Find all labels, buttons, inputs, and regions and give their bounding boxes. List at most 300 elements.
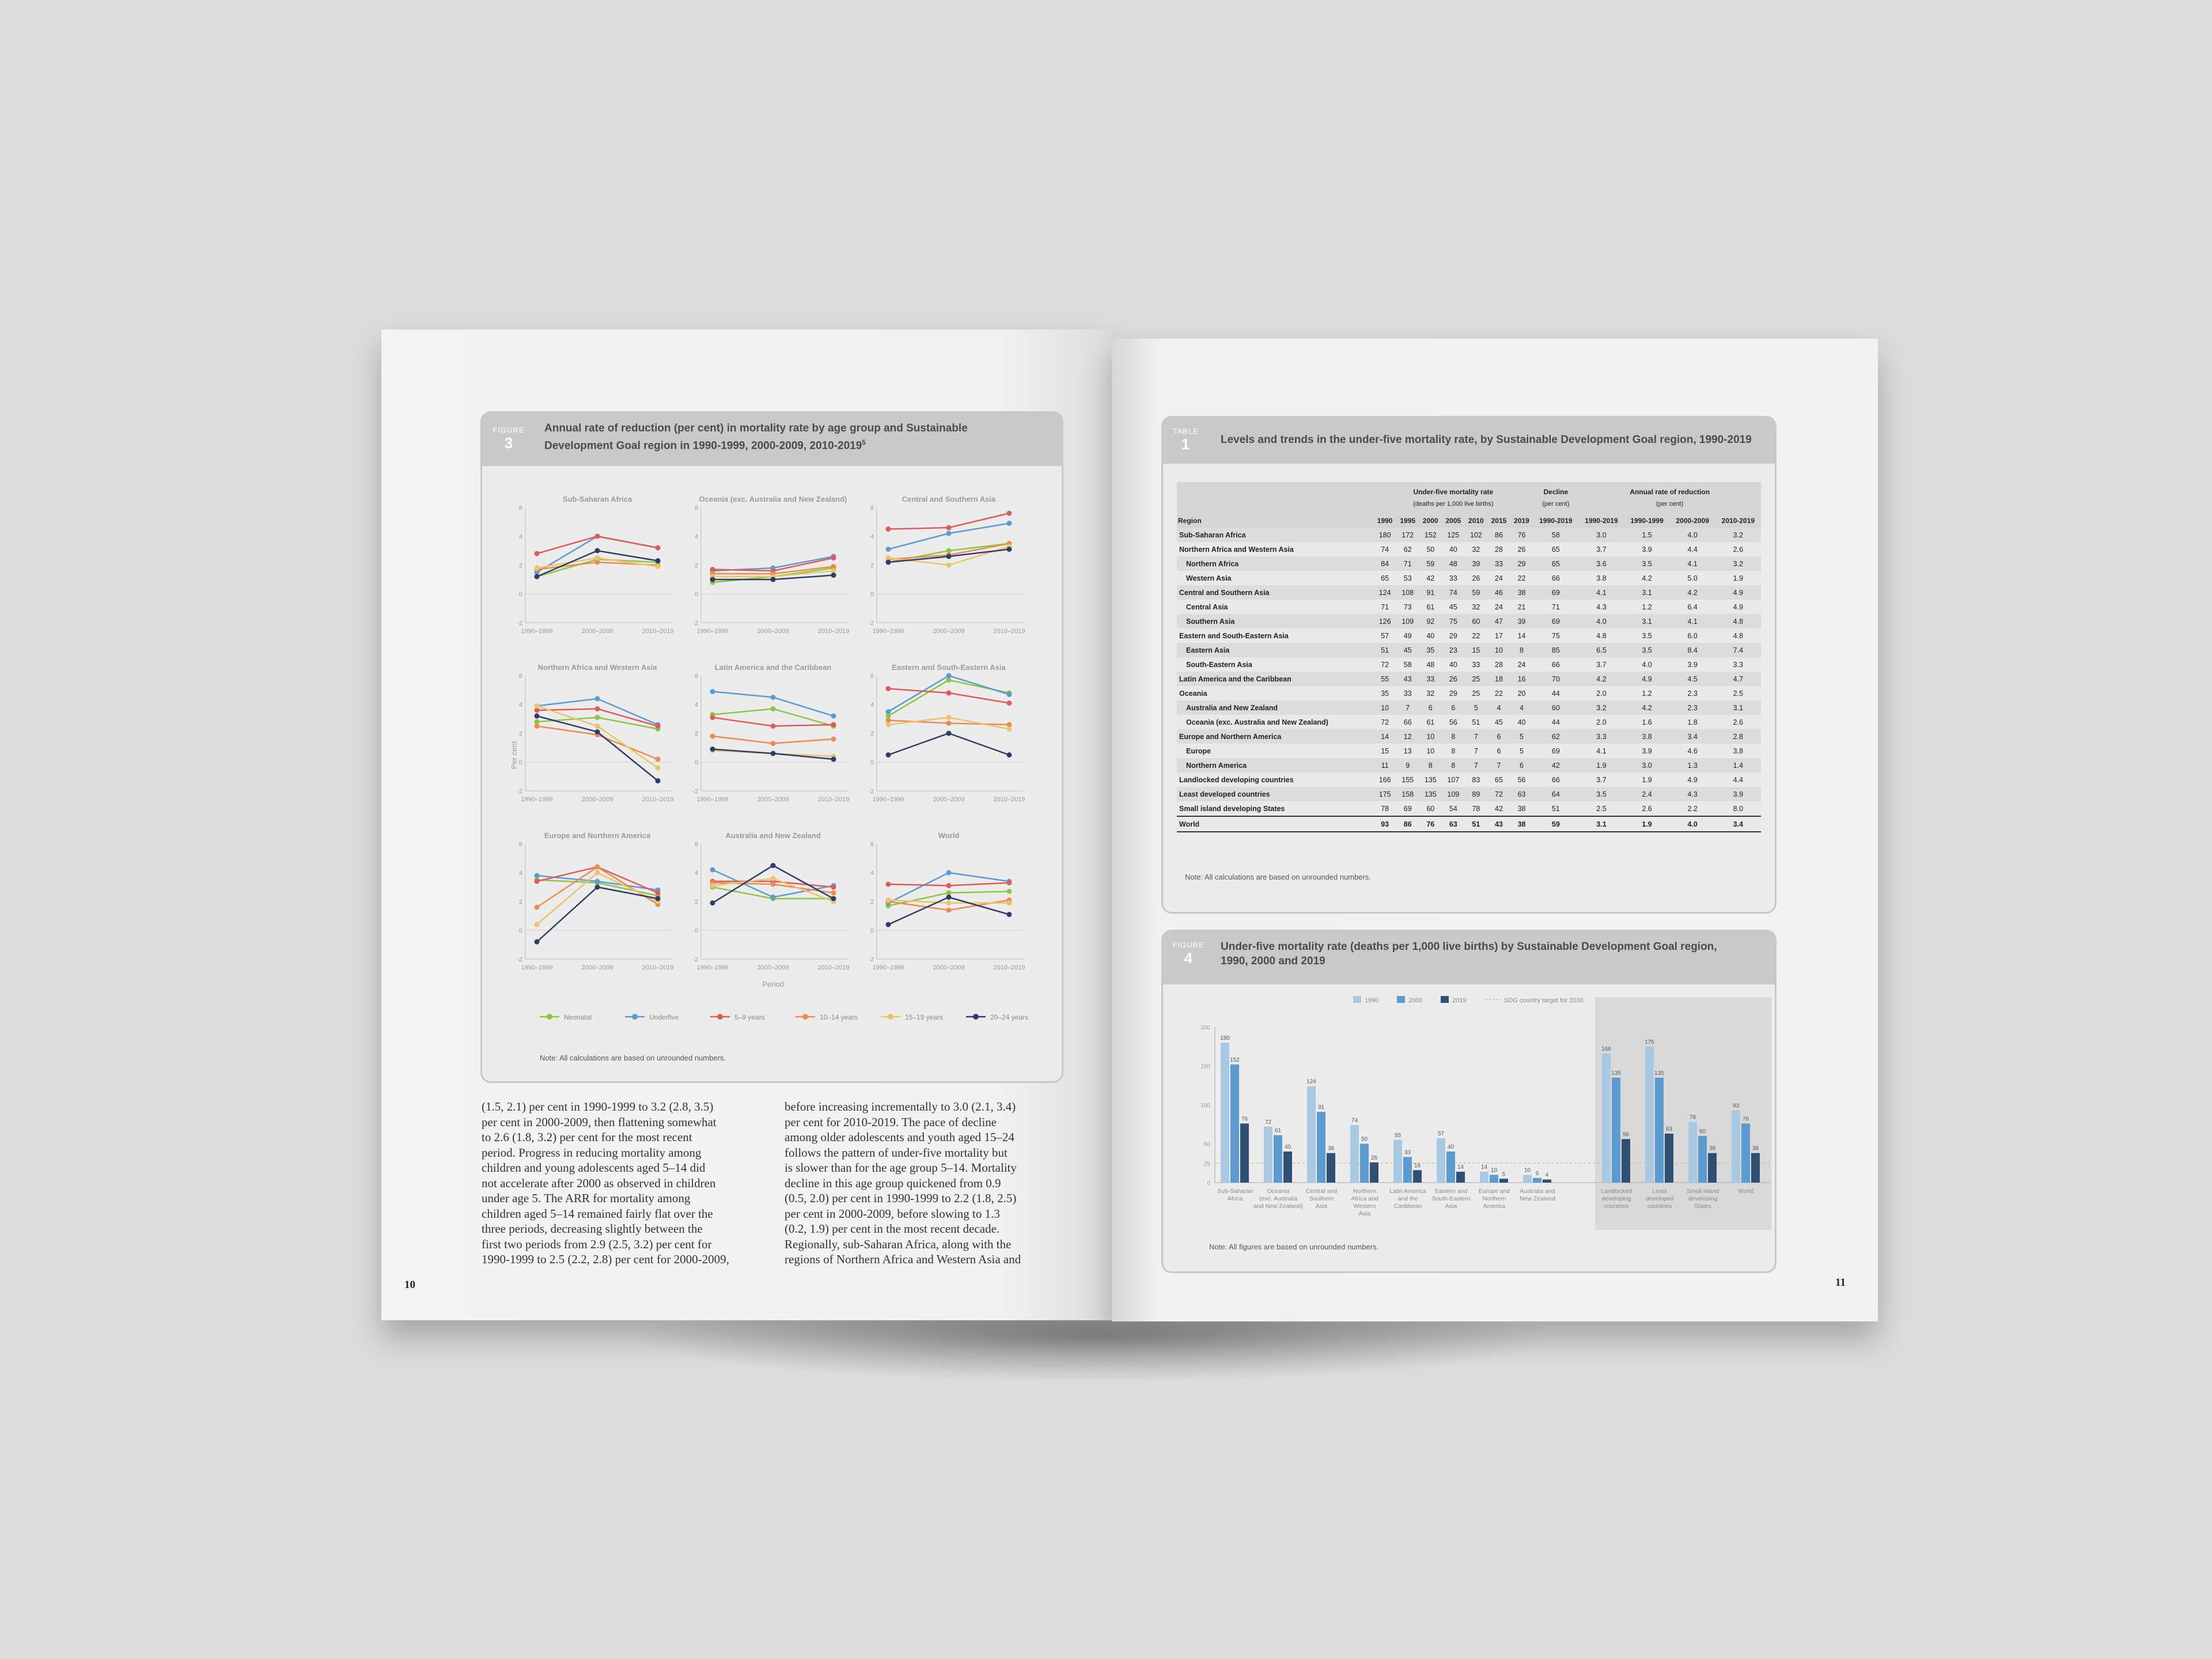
data-point xyxy=(771,741,776,746)
table-1-panel xyxy=(1161,416,1777,914)
category-label: Central and xyxy=(1305,1188,1338,1195)
bar xyxy=(1665,1134,1673,1183)
x-tick-label: 1990–1999 xyxy=(872,964,904,971)
legend-label: 20–24 years xyxy=(990,1013,1029,1021)
table-cell: 51 xyxy=(1551,804,1560,813)
bar-value-label: 72 xyxy=(1264,1119,1272,1126)
table-cell: 69 xyxy=(1533,614,1578,628)
table-cell: 3.3 xyxy=(1578,729,1624,744)
table-cell: 69 xyxy=(1403,804,1412,813)
table-cell: 69 xyxy=(1551,747,1560,755)
data-point xyxy=(886,686,891,691)
body-line: decline in this age group quickened from 0.9 xyxy=(785,1176,1001,1190)
legend-swatch xyxy=(1397,996,1405,1003)
category-label: Australia and xyxy=(1520,1188,1555,1195)
table-cell: 4.8 xyxy=(1596,631,1607,640)
right-page xyxy=(1112,339,1878,1321)
data-point xyxy=(886,882,891,887)
data-point xyxy=(710,715,715,720)
y-axis-label: Per cent xyxy=(510,741,518,770)
data-point xyxy=(771,724,776,729)
table-cell: 21 xyxy=(1517,603,1526,611)
table-cell: 3.1 xyxy=(1715,700,1761,715)
table-cell: 7 xyxy=(1465,729,1488,744)
table-1-col-header: 1990-2019 xyxy=(1585,516,1618,525)
figure-4-chart xyxy=(1163,989,1771,1243)
table-cell: 33 xyxy=(1403,689,1412,698)
small-multiple-5 xyxy=(868,663,1025,803)
legend-label: Underfive xyxy=(649,1013,679,1021)
table-cell: 3.5 xyxy=(1624,643,1670,657)
table-cell: 62 xyxy=(1533,729,1578,744)
small-multiple-title: Latin America and the Caribbean xyxy=(714,663,832,672)
x-tick-label: 2000–2009 xyxy=(933,628,965,635)
table-cell: 3.5 xyxy=(1578,787,1624,801)
y-tick-label: 2 xyxy=(518,562,522,569)
table-cell: 75 xyxy=(1551,631,1560,640)
table-cell-region: Small island developing States xyxy=(1179,804,1285,813)
bar xyxy=(1499,1179,1508,1183)
bar-value-label: 40 xyxy=(1284,1144,1291,1150)
bar xyxy=(1602,1054,1611,1183)
table-cell: 32 xyxy=(1472,603,1480,611)
table-cell: 35 xyxy=(1419,643,1442,657)
table-cell: 35 xyxy=(1381,689,1389,698)
table-cell: 15 xyxy=(1381,747,1389,755)
bar-value-label: 63 xyxy=(1665,1126,1673,1132)
table-1-group-u5mr-sub: (deaths per 1,000 live births) xyxy=(1413,501,1494,507)
y-tick-label: 2 xyxy=(870,730,874,737)
table-cell: 65 xyxy=(1533,556,1578,571)
bar-value-label: 10 xyxy=(1524,1167,1531,1174)
figure-3-title-text: Annual rate of reduction (per cent) in mortality rate by age group and Sustainable Development Goal region in 1990-1999, 2000-2009, 2010-2019 xyxy=(544,422,968,452)
table-1-group-u5mr-label: Under-five mortality rate xyxy=(1413,488,1494,496)
table-cell: 70 xyxy=(1533,672,1578,686)
table-cell: 32 xyxy=(1472,545,1480,554)
bar-value-label: 175 xyxy=(1645,1039,1654,1046)
bar-value-label: 26 xyxy=(1370,1154,1378,1161)
table-cell: 4.9 xyxy=(1733,603,1744,611)
y-tick-label: 0 xyxy=(870,591,874,598)
table-cell: 46 xyxy=(1487,585,1510,600)
table-cell: 1.2 xyxy=(1642,603,1652,611)
bar-value-label: 124 xyxy=(1306,1078,1316,1085)
category-label: and New Zealand) xyxy=(1253,1203,1303,1210)
table-cell: 72 xyxy=(1381,660,1389,669)
table-cell: 1.9 xyxy=(1624,816,1670,832)
table-cell: 3.9 xyxy=(1687,660,1698,669)
category-label: Africa xyxy=(1227,1195,1243,1202)
bar xyxy=(1327,1153,1335,1183)
table-cell: 65 xyxy=(1551,545,1560,554)
table-cell: 2.5 xyxy=(1733,689,1744,698)
data-point xyxy=(535,703,540,709)
figure-4-title-line-1: Under-five mortality rate (deaths per 1,000 live births) by Sustainable Development Goal region, xyxy=(1221,941,1717,953)
data-point xyxy=(886,922,891,927)
table-cell: 1.9 xyxy=(1642,775,1652,784)
table-cell: 7 xyxy=(1487,758,1510,772)
data-point xyxy=(946,554,952,559)
table-1-tag-label: TABLE xyxy=(1172,427,1199,435)
table-row xyxy=(1177,600,1761,614)
x-tick-label: 1990–1999 xyxy=(872,796,904,803)
x-tick-label: 2010–2019 xyxy=(642,796,674,803)
table-cell: 4.4 xyxy=(1687,545,1698,554)
data-point xyxy=(1007,900,1012,906)
data-point xyxy=(831,573,836,578)
table-cell: 60 xyxy=(1426,804,1435,813)
table-cell: 4.7 xyxy=(1715,672,1761,686)
table-cell: 2.3 xyxy=(1670,700,1715,715)
table-cell: 152 xyxy=(1419,528,1442,542)
data-point xyxy=(886,752,891,757)
data-point xyxy=(535,873,540,878)
table-cell: 38 xyxy=(1510,585,1533,600)
table-cell: 8 xyxy=(1442,729,1465,744)
table-cell: 8 xyxy=(1510,643,1533,657)
y-tick-label: 4 xyxy=(518,533,522,540)
table-1-col-header: 2015 xyxy=(1491,516,1507,525)
table-1-col-header: 2005 xyxy=(1445,516,1461,525)
category-label: Asia xyxy=(1315,1203,1328,1210)
category-label: Latin America xyxy=(1389,1188,1426,1195)
body-line: per cent for 2010-2019. The pace of decline xyxy=(785,1115,997,1129)
legend-swatch-dot xyxy=(717,1014,723,1020)
body-line: children and young adolescents aged 5–14 did xyxy=(482,1161,706,1175)
table-cell: 8 xyxy=(1442,758,1465,772)
table-cell: 40 xyxy=(1449,545,1457,554)
legend-swatch-dot xyxy=(888,1014,893,1020)
figure-4-tag-label: FIGURE xyxy=(1172,941,1205,949)
table-row xyxy=(1177,571,1761,585)
table-cell: 33 xyxy=(1487,556,1510,571)
bar-value-label: 14 xyxy=(1480,1164,1488,1171)
table-cell: 11 xyxy=(1373,758,1396,772)
table-row xyxy=(1177,657,1761,672)
table-cell: 2.3 xyxy=(1687,689,1698,698)
table-1-number: 1 xyxy=(1181,435,1190,453)
legend-label: 5–9 years xyxy=(734,1013,765,1021)
data-point xyxy=(656,891,661,896)
bar xyxy=(1622,1139,1630,1183)
data-point xyxy=(771,882,776,887)
table-row xyxy=(1177,758,1761,772)
table-cell-region: Northern Africa xyxy=(1177,556,1373,571)
table-cell: 175 xyxy=(1373,787,1396,801)
category-label: New Zealand xyxy=(1520,1195,1555,1202)
table-cell: 2.0 xyxy=(1596,689,1607,698)
table-cell-region: Oceania (exc. Australia and New Zealand) xyxy=(1186,718,1328,726)
bar xyxy=(1645,1047,1654,1183)
table-cell: 26 xyxy=(1472,574,1480,582)
y-tick-label: 2 xyxy=(694,562,698,569)
table-cell-region: Australia and New Zealand xyxy=(1177,700,1373,715)
table-cell: 53 xyxy=(1403,574,1412,582)
table-row xyxy=(1177,628,1761,643)
y-tick-label: 2 xyxy=(870,562,874,569)
data-point xyxy=(831,896,836,902)
table-cell: 42 xyxy=(1426,574,1435,582)
table-row xyxy=(1177,672,1761,686)
table-cell: 43 xyxy=(1396,672,1419,686)
small-multiple-title: Northern Africa and Western Asia xyxy=(537,663,657,672)
table-cell: 2.8 xyxy=(1715,729,1761,744)
y-tick-label: 2 xyxy=(870,899,874,906)
table-cell: 49 xyxy=(1403,631,1412,640)
data-point xyxy=(1007,521,1012,526)
table-cell: 4.9 xyxy=(1687,775,1698,784)
category-label: World xyxy=(1738,1188,1754,1195)
data-point xyxy=(886,897,891,903)
y-tick-label: 150 xyxy=(1200,1063,1210,1070)
x-tick-label: 2000–2009 xyxy=(757,628,789,635)
x-tick-label: 1990–1999 xyxy=(872,628,904,635)
table-cell: 66 xyxy=(1551,775,1560,784)
body-line: 1990-1999 to 2.5 (2.2, 2.8) per cent for 2000-2009, xyxy=(482,1252,729,1266)
data-point xyxy=(1007,692,1012,697)
table-cell: 7.4 xyxy=(1715,643,1761,657)
body-line: Regionally, sub-Saharan Africa, along with the xyxy=(785,1237,1012,1251)
data-point xyxy=(656,757,661,762)
table-cell: 66 xyxy=(1551,574,1560,582)
table-cell: 93 xyxy=(1373,816,1396,832)
legend-swatch xyxy=(1353,996,1361,1003)
data-point xyxy=(656,564,661,569)
table-cell: 3.6 xyxy=(1578,556,1624,571)
table-row xyxy=(1177,700,1761,715)
small-multiple-title: Sub-Saharan Africa xyxy=(562,495,632,503)
table-cell: 6.5 xyxy=(1578,643,1624,657)
table-cell: 109 xyxy=(1396,614,1419,628)
table-1-group-u5mr xyxy=(1373,482,1533,513)
table-cell: 22 xyxy=(1495,689,1503,698)
table-cell: 6.0 xyxy=(1687,631,1698,640)
table-1-group-decline-sub: (per cent) xyxy=(1542,501,1570,507)
data-point xyxy=(710,883,715,888)
table-cell: 33 xyxy=(1419,672,1442,686)
table-cell: 3.4 xyxy=(1670,729,1715,744)
table-cell: 4.2 xyxy=(1624,700,1670,715)
data-point xyxy=(946,673,952,679)
table-cell: 4.3 xyxy=(1670,787,1715,801)
category-label: and the xyxy=(1397,1195,1418,1202)
figure-3-panel xyxy=(480,411,1063,1083)
table-1 xyxy=(1177,482,1761,832)
legend-swatch-dot xyxy=(632,1014,638,1020)
table-cell: 45 xyxy=(1495,718,1503,726)
page-number-right: 11 xyxy=(1835,1277,1846,1289)
table-cell: 74 xyxy=(1442,585,1465,600)
body-line: not accelerate after 2000 as observed in children xyxy=(482,1176,716,1190)
category-label: countries xyxy=(1604,1203,1629,1210)
table-cell: 166 xyxy=(1378,775,1391,784)
table-cell: 48 xyxy=(1442,556,1465,571)
table-cell: 69 xyxy=(1533,585,1578,600)
table-cell: 5 xyxy=(1510,729,1533,744)
x-tick-label: 2010–2019 xyxy=(642,964,674,971)
legend-swatch-dot xyxy=(802,1014,808,1020)
data-point xyxy=(710,900,715,906)
table-cell: 3.0 xyxy=(1624,758,1670,772)
table-cell: 8 xyxy=(1451,747,1456,755)
table-cell: 89 xyxy=(1465,787,1488,801)
table-cell-region: Eastern and South-Eastern Asia xyxy=(1179,631,1289,640)
table-cell: 17 xyxy=(1495,631,1503,640)
table-cell: 63 xyxy=(1442,816,1465,832)
table-cell: 84 xyxy=(1373,556,1396,571)
figure-4-note: Note: All figures are based on unrounded numbers. xyxy=(1209,1243,1379,1251)
small-multiple-1 xyxy=(692,495,849,635)
body-line: regions of Northern Africa and Western Asia and xyxy=(785,1252,1021,1266)
table-cell: 5.0 xyxy=(1687,574,1698,582)
bar-value-label: 60 xyxy=(1699,1128,1706,1135)
x-tick-label: 2010–2019 xyxy=(817,964,850,971)
category-label: Caribbean xyxy=(1393,1203,1422,1210)
table-cell: 10 xyxy=(1426,747,1435,755)
table-cell: 4.0 xyxy=(1670,528,1715,542)
y-tick-label: -2 xyxy=(692,620,698,627)
bar-value-label: 93 xyxy=(1732,1103,1740,1109)
table-cell: 109 xyxy=(1442,787,1465,801)
table-cell: 7 xyxy=(1396,700,1419,715)
table-cell: 107 xyxy=(1447,775,1460,784)
data-point xyxy=(656,546,661,551)
table-cell: 158 xyxy=(1396,787,1419,801)
body-line: three periods, decreasing slightly between the xyxy=(482,1222,703,1236)
table-1-col-header: 2000 xyxy=(1422,516,1438,525)
table-cell-region: Least developed countries xyxy=(1177,787,1373,801)
legend-label: 10–14 years xyxy=(820,1013,858,1021)
data-point xyxy=(535,905,540,910)
bar xyxy=(1240,1123,1249,1183)
bar xyxy=(1317,1112,1325,1183)
table-cell: 83 xyxy=(1472,775,1480,784)
data-point xyxy=(595,729,600,734)
data-point xyxy=(771,876,776,881)
bar xyxy=(1533,1178,1541,1183)
data-point xyxy=(595,879,600,884)
table-row xyxy=(1177,801,1761,816)
table-cell-region: Western Asia xyxy=(1186,574,1232,582)
table-cell: 40 xyxy=(1449,660,1457,669)
table-cell: 78 xyxy=(1381,804,1389,813)
bar xyxy=(1360,1144,1369,1183)
table-cell: 4.3 xyxy=(1596,603,1607,611)
table-cell-region: South-Eastern Asia xyxy=(1186,660,1252,669)
table-cell: 65 xyxy=(1381,574,1389,582)
table-row xyxy=(1177,772,1761,787)
y-tick-label: 25 xyxy=(1203,1161,1210,1168)
table-cell: 6 xyxy=(1487,729,1510,744)
table-cell: 126 xyxy=(1373,614,1396,628)
x-tick-label: 2000–2009 xyxy=(581,964,613,971)
page-number-left: 10 xyxy=(404,1279,415,1291)
table-cell: 4.8 xyxy=(1715,614,1761,628)
bar xyxy=(1230,1065,1239,1183)
bar-value-label: 91 xyxy=(1317,1104,1325,1111)
table-cell-region: Oceania xyxy=(1179,689,1207,698)
table-cell: 2.5 xyxy=(1596,804,1607,813)
table-cell: 57 xyxy=(1381,631,1389,640)
table-cell: 1.5 xyxy=(1624,528,1670,542)
table-cell: 1.6 xyxy=(1642,718,1652,726)
table-1-title: Levels and trends in the under-five mortality rate, by Sustainable Development Goal region, 1990-2019 xyxy=(1221,434,1752,446)
table-cell: 62 xyxy=(1403,545,1412,554)
data-point xyxy=(771,706,776,711)
figure-3-note: Note: All calculations are based on unrounded numbers. xyxy=(540,1054,726,1062)
y-tick-label: 4 xyxy=(694,870,698,877)
table-cell: 60 xyxy=(1465,614,1488,628)
y-tick-label: 4 xyxy=(870,533,874,540)
table-cell: 9 xyxy=(1396,758,1419,772)
table-cell: 3.5 xyxy=(1642,631,1652,640)
table-row xyxy=(1177,585,1761,600)
category-label: States xyxy=(1694,1203,1711,1210)
table-row xyxy=(1177,816,1761,832)
body-line: first two periods from 2.9 (2.5, 3.2) per cent for xyxy=(482,1237,712,1251)
small-multiple-title: Eastern and South-Eastern Asia xyxy=(892,663,1006,672)
bar-value-label: 5 xyxy=(1502,1171,1506,1178)
small-multiple-6 xyxy=(517,831,673,971)
small-multiple-title: Australia and New Zealand xyxy=(725,831,821,840)
table-cell: 8.4 xyxy=(1670,643,1715,657)
table-cell: 33 xyxy=(1472,660,1480,669)
data-point xyxy=(595,696,600,702)
category-label: Southern xyxy=(1309,1195,1334,1202)
category-label: Oceania xyxy=(1267,1188,1290,1195)
table-cell: 72 xyxy=(1381,718,1389,726)
table-cell: 1.2 xyxy=(1642,689,1652,698)
small-multiple-title: Europe and Northern America xyxy=(544,831,651,840)
table-cell: 29 xyxy=(1510,556,1533,571)
x-tick-label: 2010–2019 xyxy=(642,628,674,635)
table-cell: 14 xyxy=(1373,729,1396,744)
table-cell: 42 xyxy=(1495,804,1503,813)
table-cell: 78 xyxy=(1472,804,1480,813)
table-cell: 102 xyxy=(1465,528,1488,542)
figure-3-legend xyxy=(540,1013,1028,1021)
y-tick-label: -2 xyxy=(517,620,522,627)
table-row xyxy=(1177,556,1761,571)
data-point xyxy=(535,714,540,719)
table-cell: 3.1 xyxy=(1578,816,1624,832)
legend-label: 15–19 years xyxy=(905,1013,944,1021)
category-label: countries xyxy=(1647,1203,1672,1210)
table-cell: 29 xyxy=(1449,689,1457,698)
bar xyxy=(1480,1172,1488,1183)
data-point xyxy=(886,547,891,552)
table-cell-region: Northern Africa and Western Asia xyxy=(1179,545,1294,554)
data-point xyxy=(886,709,891,714)
bar xyxy=(1393,1140,1402,1183)
category-label: Northern xyxy=(1353,1188,1377,1195)
category-label: developed xyxy=(1645,1195,1674,1202)
bar-value-label: 56 xyxy=(1622,1131,1630,1138)
table-cell-region: Landlocked developing countries xyxy=(1179,775,1294,784)
table-cell: 1.9 xyxy=(1578,758,1624,772)
bar-value-label: 61 xyxy=(1274,1127,1282,1134)
table-cell: 3.2 xyxy=(1715,556,1761,571)
table-cell: 4.6 xyxy=(1687,747,1698,755)
y-tick-label: 2 xyxy=(518,899,522,906)
table-cell: 26 xyxy=(1442,672,1465,686)
y-tick-label: 100 xyxy=(1200,1103,1210,1109)
bar xyxy=(1446,1152,1455,1183)
table-row xyxy=(1177,614,1761,628)
bar xyxy=(1612,1078,1620,1183)
y-tick-label: -2 xyxy=(692,956,698,963)
data-point xyxy=(831,737,836,742)
